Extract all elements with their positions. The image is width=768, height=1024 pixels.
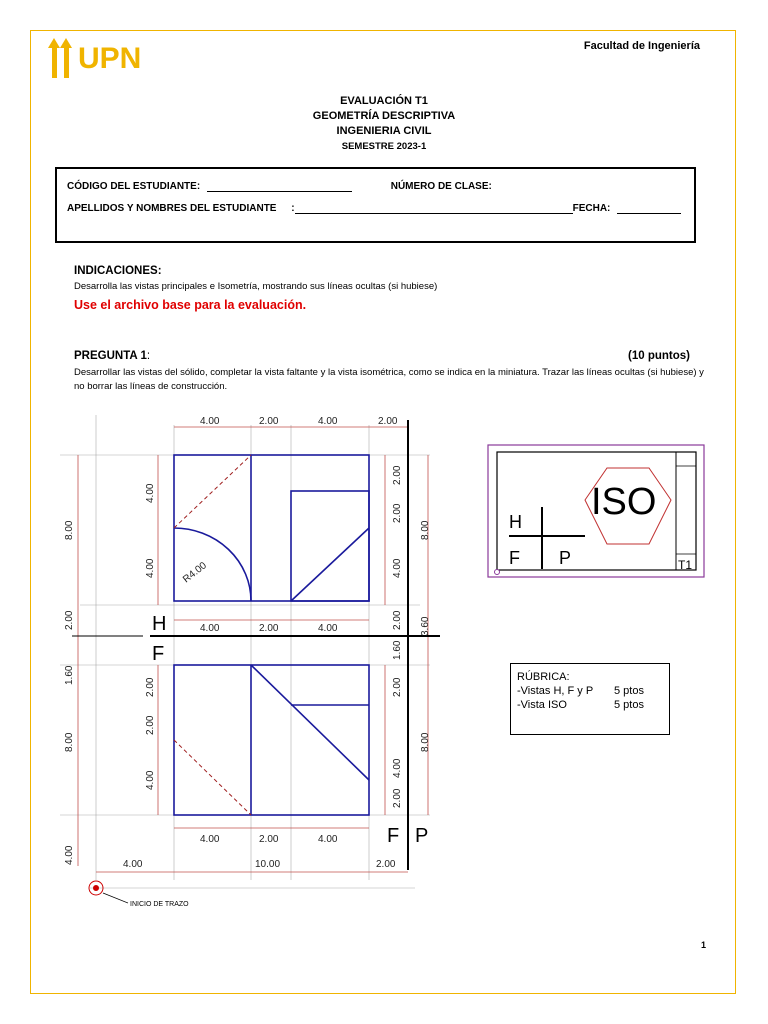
student-names-label: APELLIDOS Y NOMBRES DEL ESTUDIANTE [67, 203, 277, 214]
f-right-dim-2: 4.00 [392, 758, 403, 778]
top-view-hidden-line [174, 455, 251, 528]
front-view [174, 665, 369, 815]
f-right-dim-3: 2.00 [392, 788, 403, 808]
mid-dim-3: 4.00 [318, 623, 338, 634]
f-left-dim-1: 2.00 [145, 677, 156, 697]
student-code-label: CÓDIGO DEL ESTUDIANTE: [67, 181, 201, 192]
top-dim-2: 2.00 [259, 416, 279, 427]
title-line-2: GEOMETRÍA DESCRIPTIVA [312, 110, 456, 122]
miniature-diagram [487, 444, 705, 578]
miniature-iso: ISO [591, 481, 657, 523]
miniature-p: P [559, 548, 572, 568]
f-left-dim-3: 4.00 [145, 770, 156, 790]
total-dim-1: 4.00 [123, 859, 143, 870]
question-points: (10 puntos) [628, 350, 690, 362]
construction-lines [60, 415, 430, 888]
dimension-labels [64, 416, 431, 870]
rubric-box [510, 663, 670, 735]
front-view-hidden-line [174, 740, 251, 815]
label-f2: F [387, 825, 400, 847]
rubric-row [517, 684, 669, 698]
title-line-3: INGENIERIA CIVIL [336, 125, 432, 137]
h-left-dim-3: 4.00 [145, 558, 156, 578]
rubric-title: RÚBRICA: [517, 671, 570, 683]
label-f: F [152, 643, 165, 665]
h-right-dim-3: 4.00 [392, 558, 403, 578]
mid-dim-1: 4.00 [200, 623, 220, 634]
question-title-text: PREGUNTA 1 [74, 350, 147, 362]
total-dim-2: 10.00 [255, 859, 281, 870]
top-dim-1: 4.00 [200, 416, 220, 427]
f-left-top-dim: 1.60 [64, 665, 75, 685]
gap-right-big-dim: 3.60 [420, 616, 431, 636]
date-label: FECHA: [572, 203, 611, 214]
label-h: H [152, 613, 167, 635]
f-left-dim-2: 2.00 [145, 715, 156, 735]
f-left-dim-4: 8.00 [64, 732, 75, 752]
bottom-left-dim: 4.00 [64, 845, 75, 865]
miniature-t1: T1 [678, 558, 693, 572]
indications-text: Desarrolla las vistas principales e Isometría, mostrando sus líneas ocultas (si hubiese) [74, 281, 438, 292]
class-number-label: NÚMERO DE CLASE: [390, 181, 492, 192]
indications-title: INDICACIONES: [74, 265, 162, 277]
f-right-dim-1: 2.00 [392, 677, 403, 697]
h-right-dim-4: 8.00 [420, 520, 431, 540]
indications-highlight: Use el archivo base para la evaluación. [74, 298, 307, 312]
miniature-h: H [509, 512, 522, 532]
rubric-row-value: 5 ptos [614, 685, 644, 697]
question-title-colon: : [146, 350, 151, 362]
names-colon: : [291, 203, 295, 214]
total-dim-3: 2.00 [376, 859, 396, 870]
h-left-dim-2: 4.00 [145, 483, 156, 503]
rubric-row-value: 5 ptos [614, 699, 644, 711]
title-line-1: EVALUACIÓN T1 [340, 95, 428, 107]
h-left-dim-1: 8.00 [64, 520, 75, 540]
logo-text: UPN [78, 42, 142, 75]
radius-label: R4.00 [181, 560, 209, 586]
top-view [174, 455, 369, 601]
page-number: 1 [700, 940, 706, 950]
bottom-dim-2: 2.00 [259, 834, 279, 845]
mid-dim-2: 2.00 [259, 623, 279, 634]
title-line-4: SEMESTRE 2023-1 [341, 141, 427, 152]
bottom-dim-1: 4.00 [200, 834, 220, 845]
rubric-row [517, 698, 669, 712]
dimension-lines [78, 427, 428, 872]
top-dim-4: 2.00 [378, 416, 398, 427]
miniature-f: F [509, 548, 520, 568]
question-text: Desarrollar las vistas del sólido, completar la vista faltante y la vista isométrica, como se indica en la miniatura. Trazar las líneas ocultas (si hubiese) y no borrar las líneas de construcción. [74, 367, 704, 392]
gap-left-dim: 2.00 [64, 610, 75, 630]
start-label: INICIO DE TRAZO [130, 901, 189, 908]
f-right-dim-4: 8.00 [420, 732, 431, 752]
top-dim-3: 4.00 [318, 416, 338, 427]
label-p: P [415, 825, 429, 847]
gap-right-small-dim: 2.00 [392, 610, 403, 630]
f-right-top-dim: 1.60 [392, 640, 403, 660]
rubric-row-label: -Vista ISO [517, 699, 567, 711]
rubric-row-label: -Vistas H, F y P [517, 685, 594, 697]
h-right-dim-2: 2.00 [392, 503, 403, 523]
bottom-dim-3: 4.00 [318, 834, 338, 845]
h-right-dim-1: 2.00 [392, 465, 403, 485]
faculty-label: Facultad de Ingeniería [583, 40, 700, 52]
